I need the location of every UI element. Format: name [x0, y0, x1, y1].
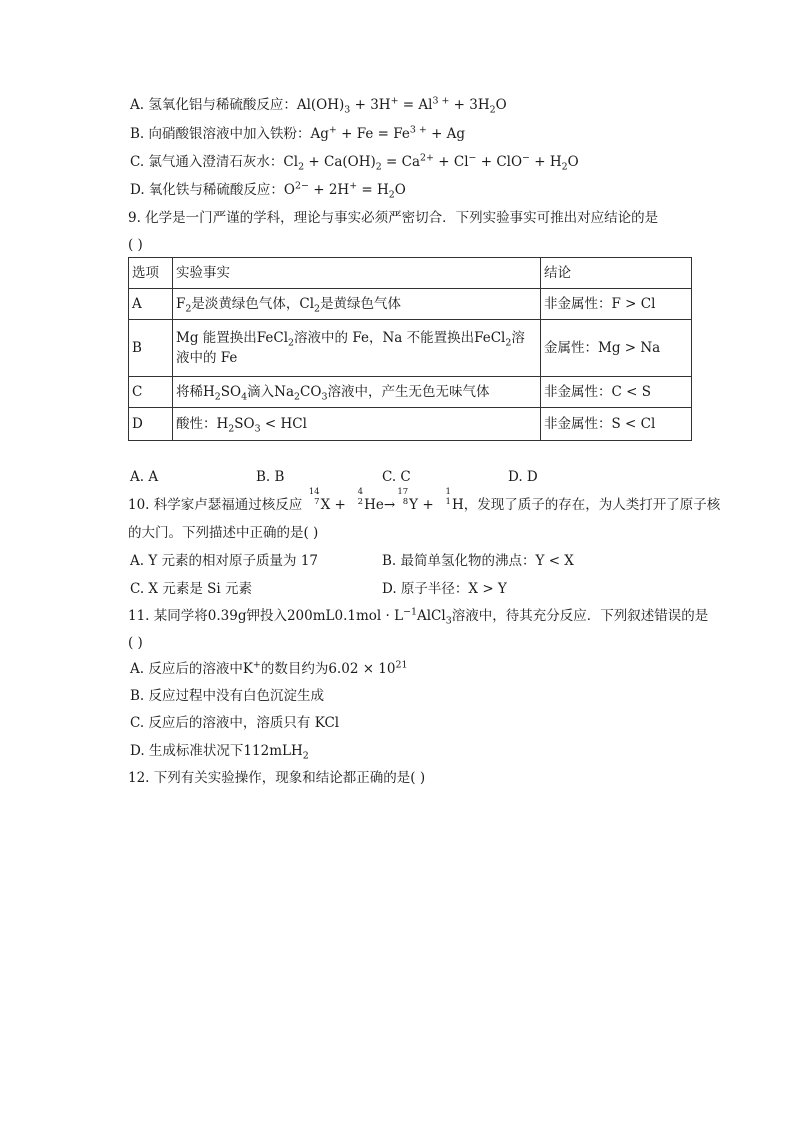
row-fact: 将稀$H_2SO_4$滴入$Na_2CO_3$溶液中，产生无色无味气体	[173, 377, 541, 408]
q9-option-d[interactable]: D. D	[508, 469, 538, 485]
row-option: C	[129, 377, 173, 408]
row-fact: $F_2$是淡黄绿色气体，$Cl_2$是黄绿色气体	[173, 289, 541, 320]
table-header-fact: 实验事实	[173, 258, 541, 289]
line-q10-stem2: 的大门。下列描述中正确的是( )	[128, 525, 319, 541]
q9-option-a[interactable]: A. A	[130, 469, 159, 485]
q9-table	[128, 257, 692, 441]
q9-option-c[interactable]: C. C	[382, 469, 411, 485]
line-q11d: D. 生成标准状况下112mLH$_2$	[130, 743, 309, 762]
q10-option-a[interactable]: A. Y 元素的相对原子质量为 17	[130, 553, 319, 569]
line-q12-stem: 12. 下列有关实验操作，现象和结论都正确的是( )	[128, 770, 426, 786]
nuclide-notation: 1 1	[445, 487, 451, 507]
table-header-row	[129, 258, 692, 289]
table-header-conclusion: 结论	[541, 258, 692, 289]
line-q9-stem: 9. 化学是一门严谨的学科，理论与事实必须严密切合．下列实验事实可推出对应结论的是	[128, 210, 659, 226]
row-conclusion: 非金属性：S < Cl	[541, 408, 692, 441]
line-q11b: B. 反应过程中没有白色沉淀生成	[130, 688, 325, 704]
line-q11-paren: ( )	[128, 635, 143, 651]
line-q8b: B. 向硝酸银溶液中加入铁粉：$Ag^+ + Fe = Fe^{3 +} + Ag$	[130, 124, 466, 142]
line-q9-paren: ( )	[128, 237, 143, 253]
row-fact: Mg 能置换出FeCl$_2$溶液中的 Fe，Na 不能置换出FeCl$_2$溶液中的 Fe	[173, 320, 541, 377]
q10-option-b[interactable]: B. 最简单氢化物的沸点：Y < X	[382, 553, 574, 569]
row-conclusion: 非金属性：C < S	[541, 377, 692, 408]
row-option: D	[129, 408, 173, 441]
row-fact: 酸性：$H_2SO_3$ < HCl	[173, 408, 541, 441]
row-conclusion: 金属性：Mg > Na	[541, 320, 692, 377]
nuclide-notation: 14 7	[308, 487, 320, 507]
row-conclusion: 非金属性：F > Cl	[541, 289, 692, 320]
line-q10-stem1: 10. 科学家卢瑟福通过核反应 14 7 X + 4 2 He→ 17 8 Y + 1 1 H，发现了质子的存在，为人类打开了原子核	[128, 487, 721, 513]
line-q8c: C. 氯气通入澄清石灰水：$Cl_2 + Ca(OH)_2 = Ca^{2+} + Cl^- + ClO^- + H_2O$	[130, 152, 579, 173]
table-header-option: 选项	[129, 258, 173, 289]
line-q8a: A. 氢氧化铝与稀硫酸反应：$Al(OH)_3 + 3H^+ = Al^{3 +} + 3H_2O$	[130, 95, 507, 116]
row-option: A	[129, 289, 173, 320]
line-q11a: A. 反应后的溶液中K+的数目约为$6.02 \times 10^{21}$	[130, 659, 408, 677]
row-option: B	[129, 320, 173, 377]
table-row	[129, 377, 692, 408]
table-row	[129, 289, 692, 320]
line-q8d: D. 氧化铁与稀硫酸反应：$O^{2-} + 2H^+ = H_2O$	[130, 180, 406, 201]
q9-option-b[interactable]: B. B	[256, 469, 285, 485]
table-row	[129, 408, 692, 441]
table-row	[129, 320, 692, 377]
nuclide-notation: 17 8	[397, 487, 409, 507]
line-q11-stem1: 11. 某同学将0.39g钾投入$200mL0.1mol \cdot L^{-1}AlCl_3$溶液中，待其充分反应．下列叙述错误的是	[128, 606, 709, 627]
q10-option-d[interactable]: D. 原子半径：X > Y	[382, 581, 507, 597]
line-q11c: C. 反应后的溶液中，溶质只有 KCl	[130, 715, 340, 731]
nuclide-notation: 4 2	[357, 487, 364, 507]
q10-option-c[interactable]: C. X 元素是 Si 元素	[130, 581, 252, 597]
